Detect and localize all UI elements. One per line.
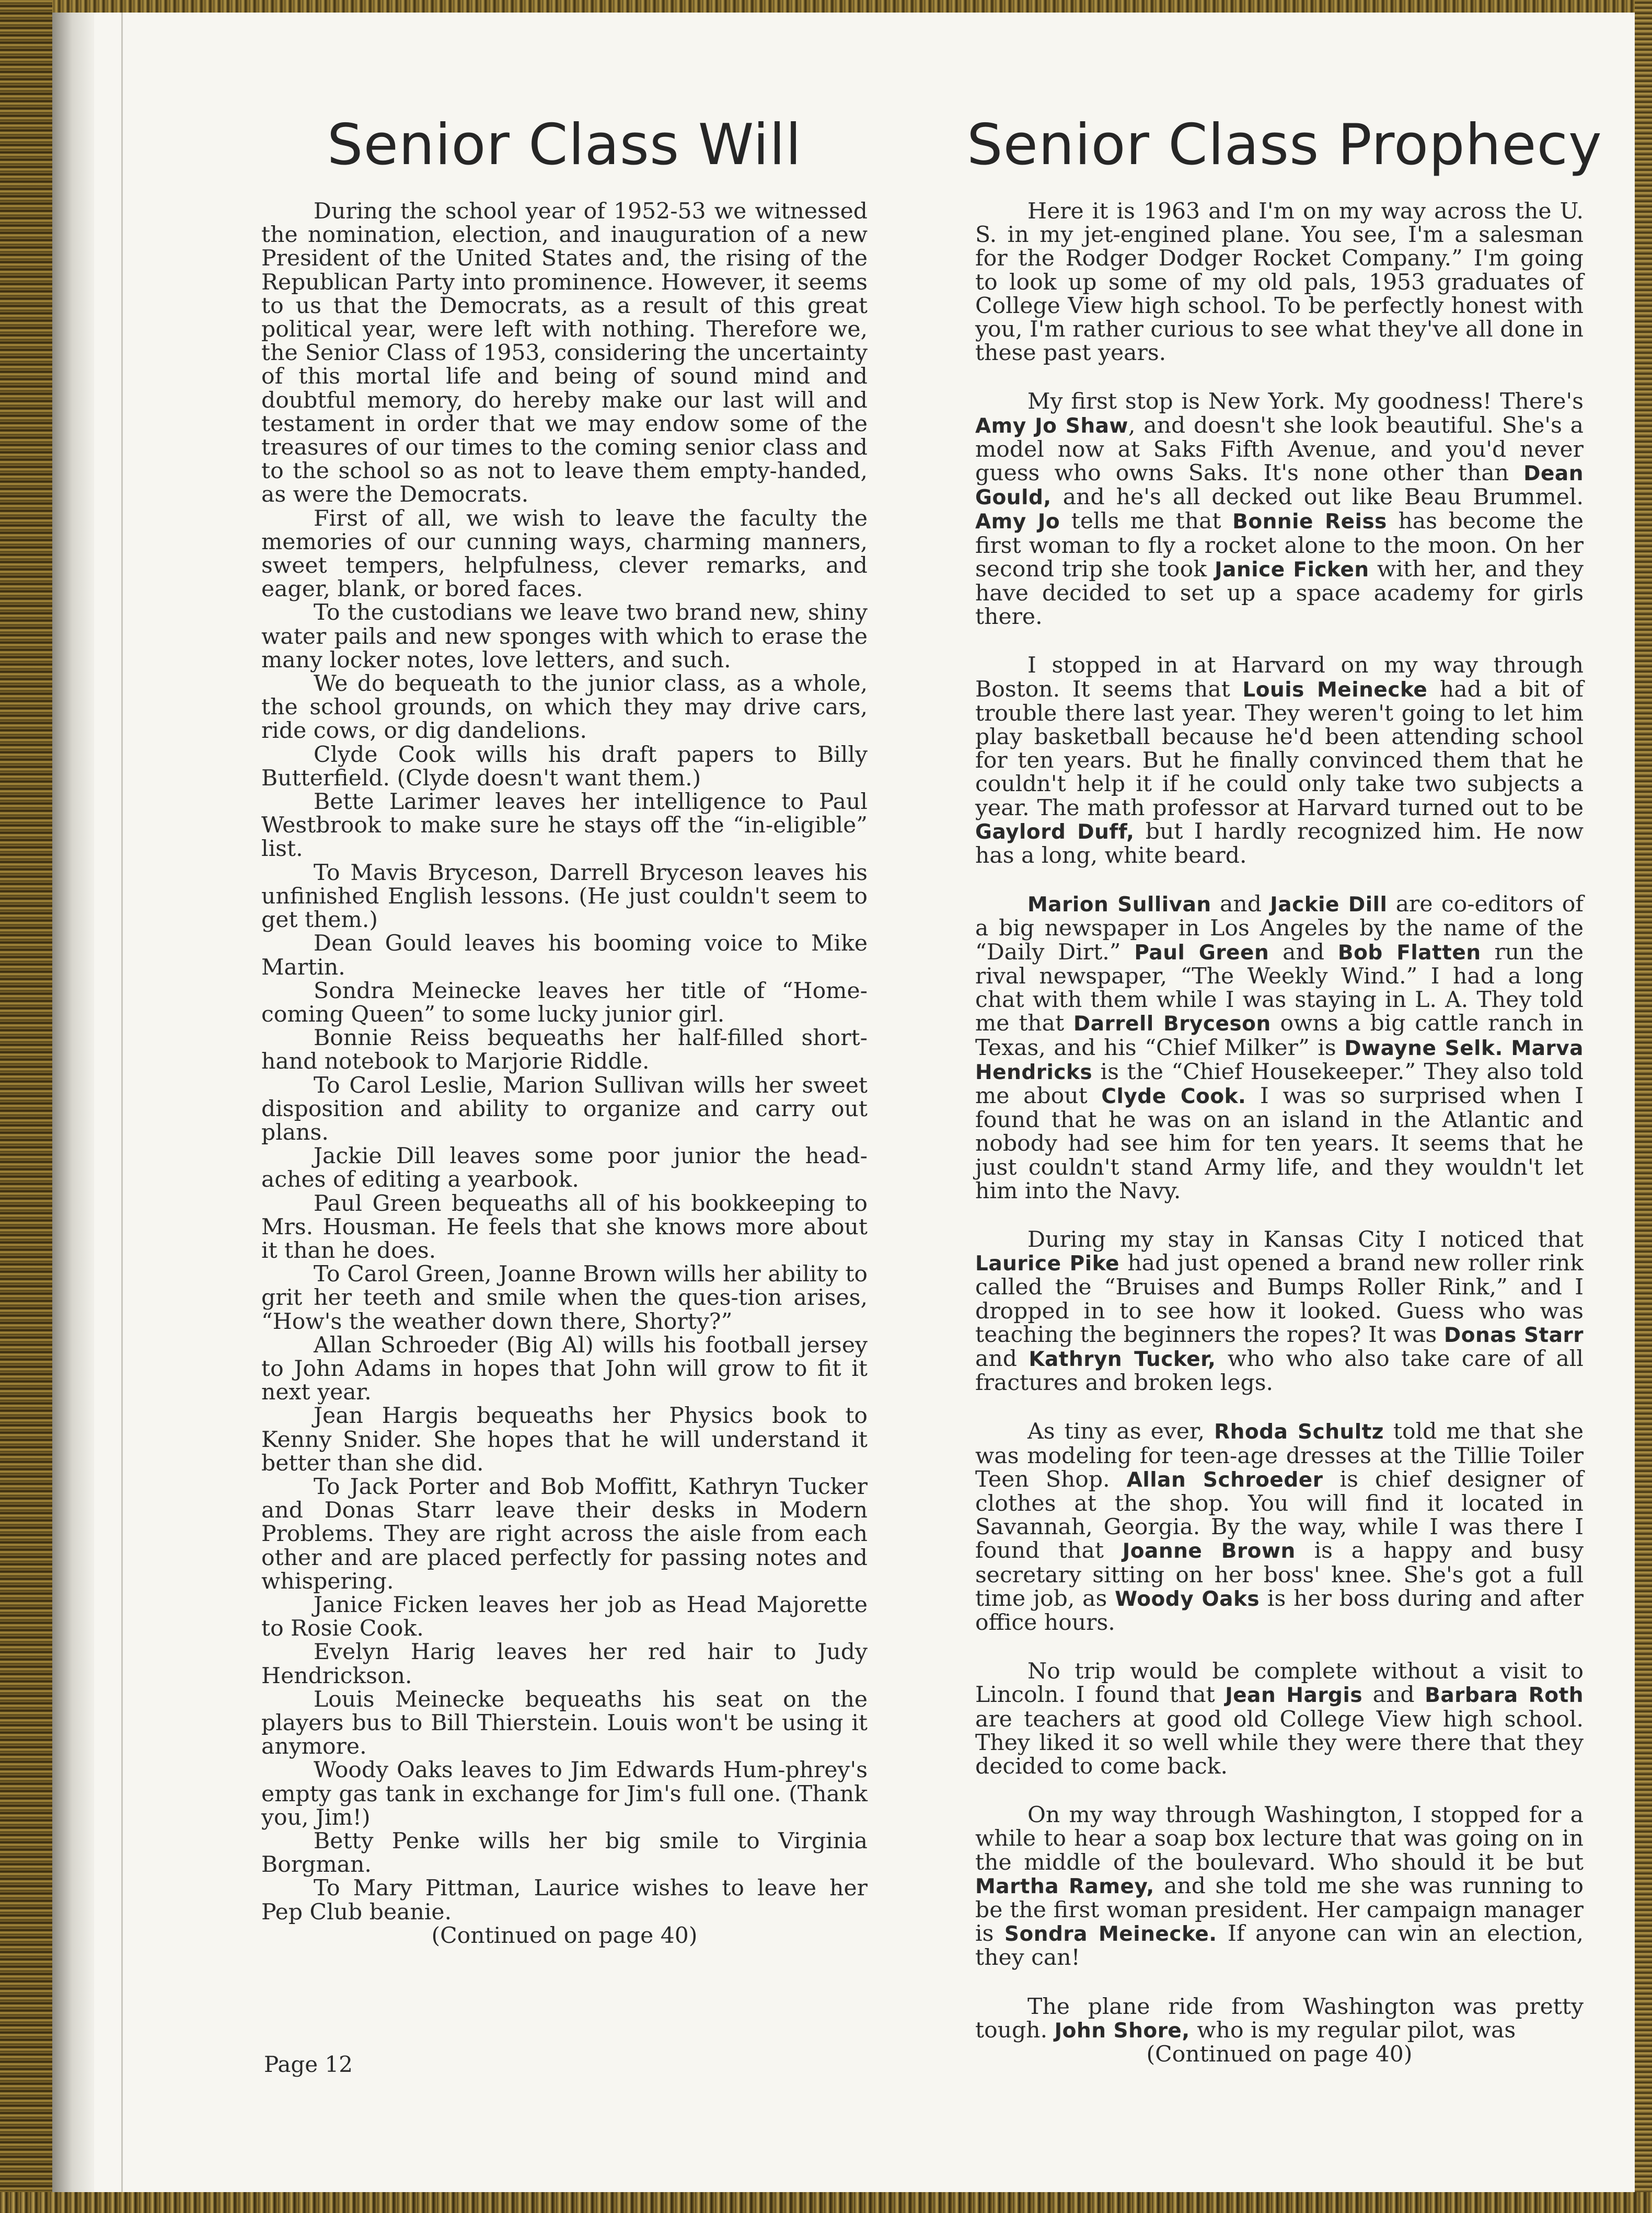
student-name: Paul Green (1134, 941, 1269, 965)
prophecy-paragraph: During my stay in Kansas City I noticed that Laurice Pike had just opened a brand new roller rink called the “Bruises and Bumps Roller Rink,” and I dropped in to see how it looked. Guess who was teaching the beginners the ropes? It was Donas Starr and Kathryn Tucker, who who also take care of all fractures and broken legs. (975, 1226, 1584, 1396)
will-paragraph: Louis Meinecke bequeaths his seat on the players bus to Bill Thierstein. Louis won't be using it anymore. (261, 1686, 868, 1760)
prophecy-paragraph: On my way through Washington, I stopped for a while to hear a soap box lecture that was going on in the middle of the boulevard. Who should it be but Martha Ramey, and she told me she was running to be the first woman president. Her campaign manager is Sondra Meinecke. If anyone can win an election, they can! (975, 1802, 1584, 1971)
prophecy-paragraph: As tiny as ever, Rhoda Schultz told me that she was modeling for teen-age dresses at the Tillie Toiler Teen Shop. Allan Schroeder is chief designer of clothes at the shop. You will find it located in Savannah, Georgia. By the way, while I was there I found that Joanne Brown is a happy and busy secretary sitting on her boss' knee. She's got a full time job, as Woody Oaks is her boss during and after office hours. (975, 1419, 1584, 1636)
student-name: Rhoda Schultz (1214, 1420, 1384, 1444)
will-paragraph: Betty Penke wills her big smile to Virginia Borgman. (261, 1828, 868, 1878)
prophecy-paragraph: The plane ride from Washington was pretty tough. John Shore, who is my regular pilot, was (975, 1994, 1584, 2043)
will-paragraph: We do bequeath to the junior class, as a whole, the school grounds, on which they may drive cars, ride cows, or dig dandelions. (261, 671, 868, 744)
student-name: Allan Schroeder (1126, 1468, 1323, 1492)
will-column (261, 200, 868, 1948)
will-paragraph: Allan Schroeder (Big Al) wills his football jersey to John Adams in hopes that John will grow to fit it next year. (261, 1332, 868, 1406)
will-paragraph: Jean Hargis bequeaths her Physics book to Kenny Snider. She hopes that he will understand it better than she did. (261, 1403, 868, 1476)
will-continued-note: (Continued on page 40) (431, 1922, 698, 1949)
student-name: Amy Jo Shaw (975, 414, 1128, 438)
student-name: Bonnie Reiss (1232, 510, 1387, 534)
student-name: Clyde Cook. (1101, 1084, 1246, 1108)
student-name: Darrell Bryceson (1073, 1012, 1271, 1036)
will-title: Senior Class Will (327, 112, 802, 178)
student-name: John Shore, (1054, 2019, 1190, 2043)
prophecy-column (975, 200, 1584, 2091)
will-paragraph: To Jack Porter and Bob Moffitt, Kathryn Tucker and Donas Starr leave their desks in Modern Problems. They are right across the aisle from each other and are placed perfectly for passing notes and whispering. (261, 1474, 868, 1594)
page-edge-line (121, 13, 123, 2192)
will-paragraph: Paul Green bequeaths all of his bookkeeping to Mrs. Housman. He feels that she knows more about it than he does. (261, 1190, 868, 1264)
student-name: Martha Ramey, (975, 1874, 1154, 1898)
gilt-edge-left (0, 0, 52, 2213)
student-name: Dwayne Selk. (1344, 1036, 1503, 1060)
will-paragraph: To Mary Pittman, Laurice wishes to leave her Pep Club beanie. (261, 1875, 868, 1925)
will-paragraph: Evelyn Harig leaves her red hair to Judy Hendrickson. (261, 1639, 868, 1689)
will-paragraph: Bette Larimer leaves her intelligence to Paul Westbrook to make sure he stays off the “in-eligible” list. (261, 789, 868, 862)
prophecy-paragraph: I stopped in at Harvard on my way through Boston. It seems that Louis Meinecke had a bit of trouble there last year. They weren't going to let him play basketball because he'd been attending school for ten years. But he finally convinced them that he couldn't help it if he could only take two subjects a year. The math professor at Harvard turned out to be Gaylord Duff, but I hardly recognized him. He now has a long, white beard. (975, 653, 1584, 869)
will-paragraph: Clyde Cook wills his draft papers to Billy Butterfield. (Clyde doesn't want them.) (261, 741, 868, 791)
gilt-edge-bottom (0, 2192, 1652, 2213)
page-number: Page 12 (264, 2052, 353, 2077)
prophecy-continued-note: (Continued on page 40) (1146, 2042, 1413, 2068)
student-name: Joanne Brown (1122, 1539, 1296, 1563)
will-paragraph: To the custodians we leave two brand new, shiny water pails and new sponges with which to erase the many locker notes, love letters, and such. (261, 600, 868, 673)
will-paragraph: Janice Ficken leaves her job as Head Majorette to Rosie Cook. (261, 1592, 868, 1642)
prophecy-title: Senior Class Prophecy (967, 112, 1602, 178)
will-paragraph: To Mavis Bryceson, Darrell Bryceson leaves his unfinished English lessons. (He just couldn't seem to get them.) (261, 860, 868, 933)
prophecy-paragraph: Here it is 1963 and I'm on my way across the U. S. in my jet-engined plane. You see, I'm a salesman for the Rodger Dodger Rocket Company.” I'm going to look up some of my old pals, 1953 graduates of College View high school. To be perfectly honest with you, I'm rather curious to see what they've all done in these past years. (975, 199, 1584, 366)
will-paragraph: Woody Oaks leaves to Jim Edwards Hum-phrey's empty gas tank in exchange for Jim's full one. (Thank you, Jim!) (261, 1757, 868, 1830)
student-name: Louis Meinecke (1242, 678, 1428, 702)
student-name: Dean Gould, (975, 462, 1584, 510)
gilt-edge-top (0, 0, 1652, 13)
student-name: Amy Jo (975, 510, 1060, 534)
student-name: Kathryn Tucker, (1029, 1347, 1216, 1371)
student-name: Donas Starr (1443, 1323, 1584, 1347)
will-paragraph: Bonnie Reiss bequeaths her half-filled short-hand notebook to Marjorie Riddle. (261, 1025, 868, 1075)
student-name: Gaylord Duff, (975, 820, 1135, 844)
prophecy-paragraph: My first stop is New York. My goodness! There's Amy Jo Shaw, and doesn't she look beautiful. She's a model now at Saks Fifth Avenue, and you'd never guess who owns Saks. It's none other than Dean Gould, and he's all decked out like Beau Brummel. Amy Jo tells me that Bonnie Reiss has become the first woman to fly a rocket alone to the moon. On her second trip she took Janice Ficken with her, and they have decided to set up a space academy for girls there. (975, 389, 1584, 630)
student-name: Marva Hendricks (975, 1036, 1584, 1084)
will-paragraph: To Carol Leslie, Marion Sullivan wills her sweet disposition and ability to organize and carry out plans. (261, 1072, 868, 1145)
student-name: Marion Sullivan (1027, 893, 1211, 917)
student-name: Woody Oaks (1115, 1587, 1260, 1611)
gilt-edge-right (1635, 0, 1652, 2213)
will-paragraph: First of all, we wish to leave the faculty the memories of our cunning ways, charming manners, sweet tempers, helpfulness, clever remarks, and eager, blank, or bored faces. (261, 505, 868, 603)
prophecy-paragraph: No trip would be complete without a visit to Lincoln. I found that Jean Hargis and Barbara Roth are teachers at good old College View high school. They liked it so well while they were there that they decided to come back. (975, 1659, 1584, 1779)
will-paragraph: During the school year of 1952-53 we witnessed the nomination, election, and inauguration of a new President of the United States and, the rising of the Republican Party into prominence. However, it seems to us that the Democrats, as a result of this great political year, were left with nothing. Therefore we, the Senior Class of 1953, considering the uncertainty of this mortal life and being of sound mind and doubtful memory, do hereby make our last will and testament in order that we may endow some of the treasures of our times to the coming senior class and to the school so as not to leave them empty-handed, as were the Democrats. (261, 199, 868, 508)
will-paragraph: Sondra Meinecke leaves her title of “Home-coming Queen” to some lucky junior girl. (261, 978, 868, 1027)
will-paragraph: To Carol Green, Joanne Brown wills her ability to grit her teeth and smile when the ques-tion arises, “How's the weather down there, Shorty?” (261, 1261, 868, 1335)
student-name: Jean Hargis (1225, 1684, 1363, 1708)
student-name: Janice Ficken (1215, 558, 1369, 582)
student-name: Sondra Meinecke. (1004, 1922, 1217, 1946)
student-name: Laurice Pike (975, 1252, 1119, 1276)
student-name: Bob Flatten (1337, 941, 1481, 965)
will-paragraph: Dean Gould leaves his booming voice to Mike Martin. (261, 931, 868, 980)
student-name: Jackie Dill (1270, 893, 1388, 917)
will-paragraph: Jackie Dill leaves some poor junior the head-aches of editing a yearbook. (261, 1143, 868, 1193)
prophecy-paragraph: Marion Sullivan and Jackie Dill are co-editors of a big newspaper in Los Angeles by the name of the “Daily Dirt.” Paul Green and Bob Flatten run the rival newspaper, “The Weekly Wind.” I had a long chat with them while I was staying in L. A. They told me that Darrell Bryceson owns a big cattle ranch in Texas, and his “Chief Milker” is Dwayne Selk. Marva Hendricks is the “Chief Housekeeper.” They also told me about Clyde Cook. I was so surprised when I found that he was on an island in the Atlantic and nobody had see him for ten years. It seems that he just couldn't stand Army life, and they wouldn't let him into the Navy. (975, 891, 1584, 1204)
student-name: Barbara Roth (1425, 1684, 1584, 1708)
